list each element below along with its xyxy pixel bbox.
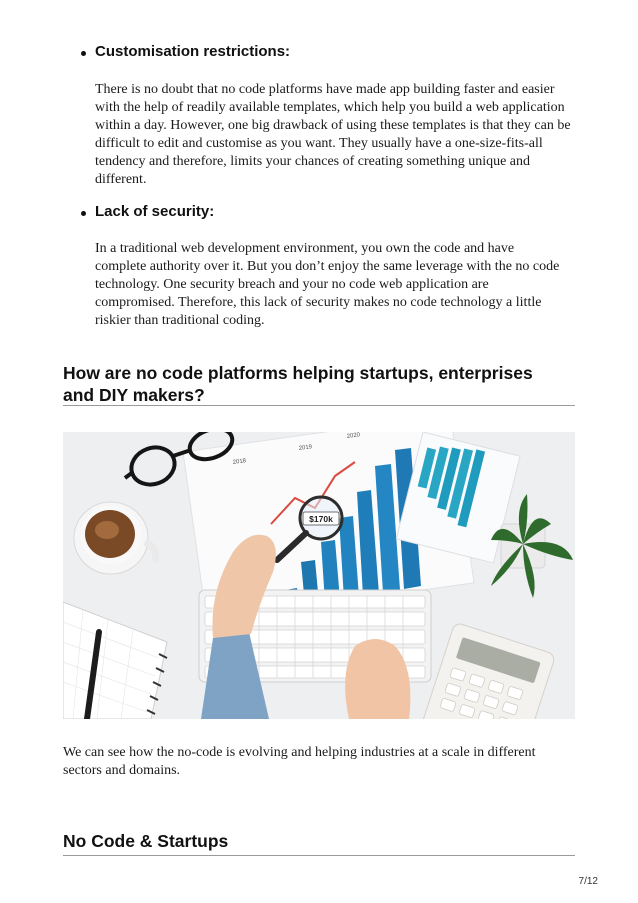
workspace-photo — [63, 432, 575, 719]
year-label: 2020 — [346, 432, 361, 440]
heading-rule — [63, 405, 575, 406]
year-label: 2018 — [232, 458, 247, 466]
year-label: 2019 — [298, 444, 313, 452]
heading-rule — [63, 855, 575, 856]
startups-heading: No Code & Startups — [63, 831, 229, 851]
customisation-heading: Customisation restrictions: — [95, 43, 291, 60]
page-number: 7/12 — [578, 876, 598, 887]
platforms-heading: How are no code platforms helping startups, enterprises and DIY makers? — [63, 363, 533, 405]
magnifier-label: $170k — [309, 514, 333, 524]
bullet-dot — [81, 51, 86, 56]
security-paragraph: In a traditional web development environment, you own the code and have complete authority over it. But you don’t enjoy the same leverage with the no code technology. One security breach and your no code web application are compromised. Therefore, this lack of security makes no code technology a little riskier than traditional coding. — [95, 241, 560, 328]
bullet-dot — [81, 211, 86, 216]
evolving-paragraph: We can see how the no-code is evolving and helping industries at a scale in different sectors and domains. — [63, 745, 536, 778]
customisation-paragraph: There is no doubt that no code platforms have made app building faster and easier with the help of readily available templates, which help you build a web application within a day. However, one big drawback of using these templates is that they can be difficult to edit and customise as you want. They usually have a one-size-fits-all tendency and therefore, limits your chances of creating something unique and different. — [95, 82, 571, 187]
security-heading: Lack of security: — [95, 203, 215, 220]
